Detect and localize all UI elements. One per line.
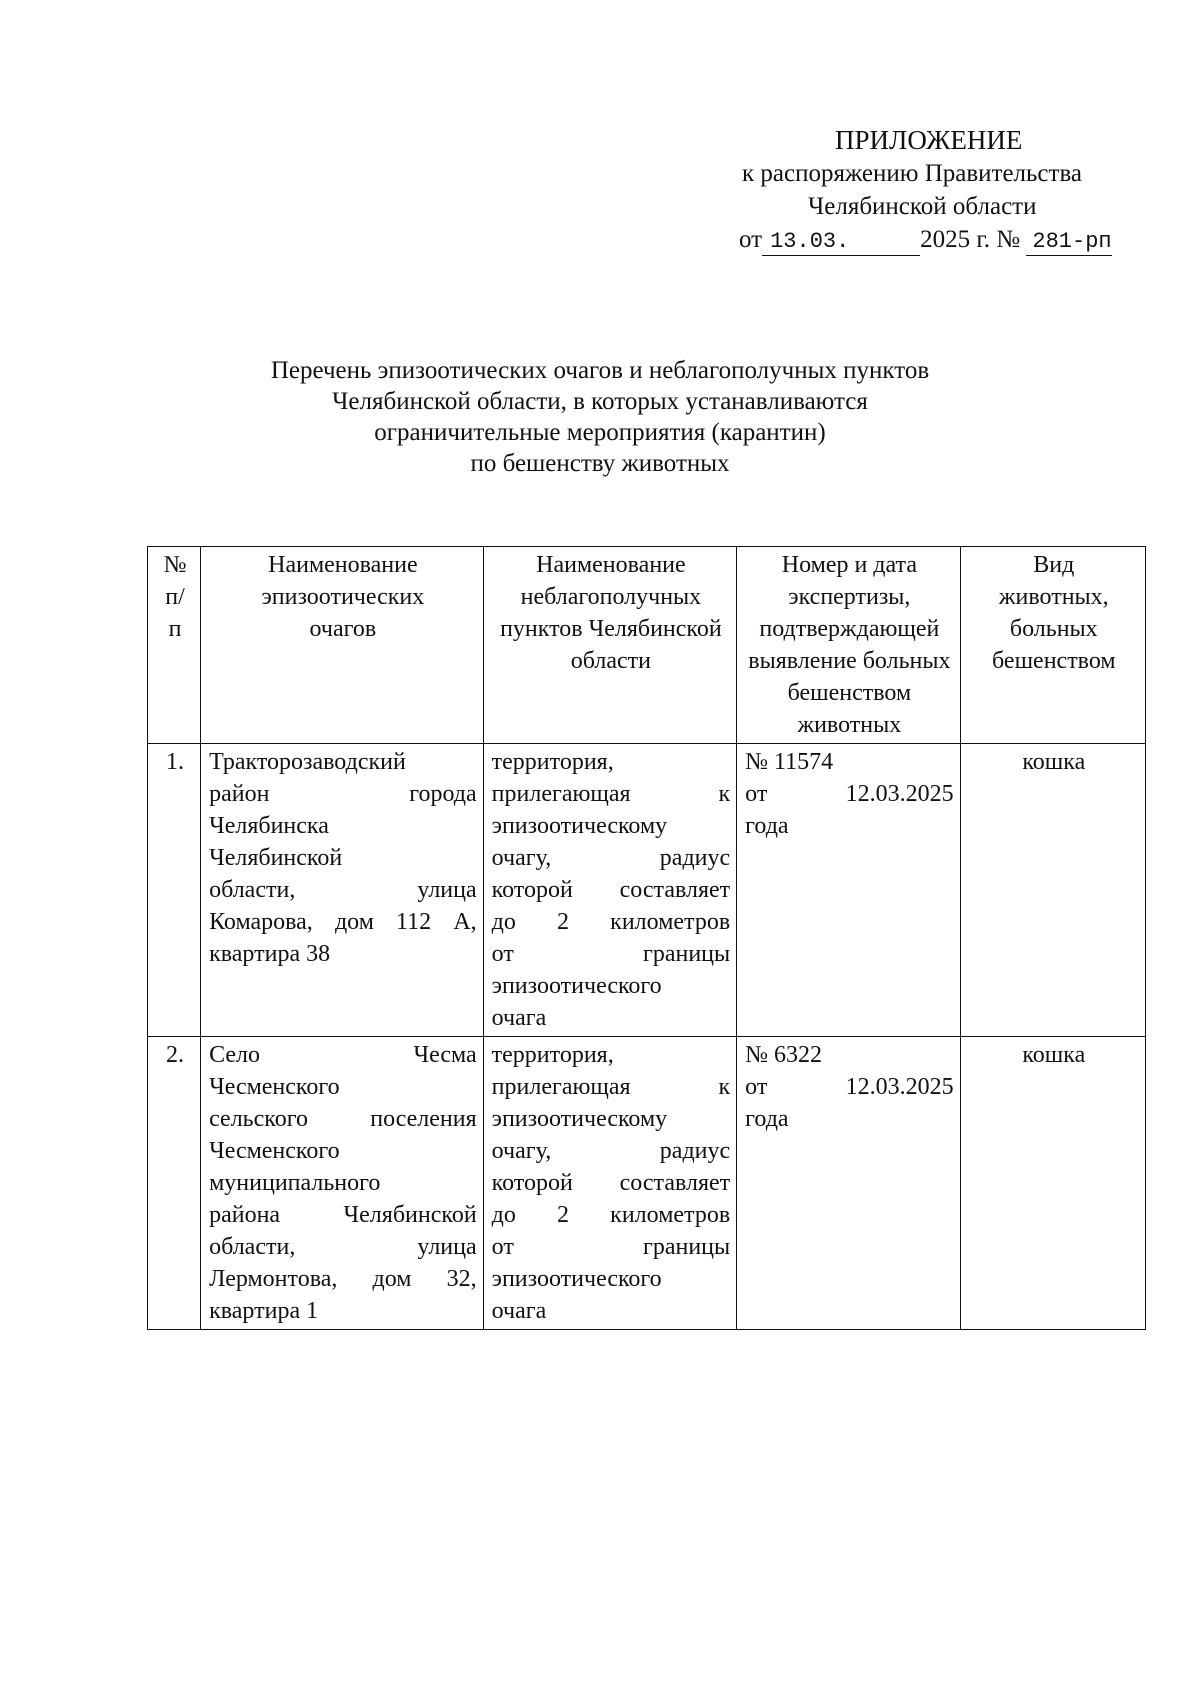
point-cell-line: очагу, радиус	[491, 1138, 731, 1164]
appendix-title: ПРИЛОЖЕНИЕ	[835, 125, 1023, 155]
expertise-year: года	[745, 1106, 789, 1132]
appendix-year: 2025 г. №	[920, 226, 1021, 253]
focus-cell-line: Село Чесма	[209, 1042, 477, 1068]
header-animals	[960, 547, 1145, 744]
point-cell-line: которой составляет	[491, 1170, 731, 1196]
focus-cell-line: Чесменского	[209, 1074, 340, 1100]
header-number	[148, 547, 201, 744]
point-cell-line: которой составляет	[491, 877, 731, 903]
table-row	[148, 744, 1146, 1037]
point-cell-line: эпизоотическому	[491, 813, 668, 839]
appendix-line3: Челябинской области	[808, 193, 1037, 220]
point-cell-line: территория,	[491, 1042, 614, 1068]
expertise-from: от	[745, 1074, 768, 1100]
expertise-date-line	[745, 1071, 953, 1103]
focus-cell-line: сельского поселения	[209, 1106, 477, 1132]
focus-cell	[201, 1037, 484, 1330]
appendix-from: от	[739, 226, 763, 253]
animal-cell: кошка	[960, 744, 1145, 1037]
point-cell-line: очага	[491, 1005, 547, 1031]
focus-cell-line: Челябинска	[209, 813, 329, 839]
appendix-header	[720, 124, 1120, 256]
quarantine-table	[147, 546, 1146, 1330]
point-cell-line: очагу, радиус	[491, 845, 731, 871]
focus-cell-line: района Челябинской	[209, 1202, 477, 1228]
expertise-year: года	[745, 813, 789, 839]
header-foci-text: Наименование эпизоотических очагов	[261, 552, 425, 642]
appendix-date-number	[720, 223, 1120, 256]
point-cell-line: эпизоотического	[491, 973, 662, 999]
point-cell	[483, 744, 737, 1037]
appendix-date: 13.03.	[762, 229, 920, 256]
header-expertise	[737, 547, 960, 744]
focus-cell-line: Тракторозаводский	[209, 749, 406, 775]
point-cell-line: территория,	[491, 749, 614, 775]
title-line-3: ограничительные мероприятия (карантин)	[374, 419, 826, 446]
header-number-line2: п/	[165, 584, 185, 610]
document-title	[230, 355, 970, 479]
header-points-text: Наименование неблагополучных пунктов Челябинской области	[500, 552, 722, 674]
header-number-line3: п	[168, 616, 182, 642]
focus-cell-line: области, улица	[209, 1234, 477, 1260]
point-cell-line: эпизоотического	[491, 1266, 662, 1292]
header-number-line1: №	[163, 552, 187, 578]
expertise-number: № 11574	[745, 749, 834, 775]
header-foci	[201, 547, 484, 744]
expertise-date: 12.03.2025	[845, 1074, 954, 1100]
focus-cell-line: Чесменского	[209, 1138, 340, 1164]
focus-cell-line: Лермонтова, дом 32,	[209, 1266, 477, 1292]
header-points	[483, 547, 737, 744]
header-expertise-text: Номер и дата экспертизы, подтверждающей выявление больных бешенством животных	[748, 552, 951, 738]
expertise-number: № 6322	[745, 1042, 823, 1068]
focus-cell-line: квартира 38	[209, 941, 331, 967]
point-cell-line: до 2 километров	[491, 909, 731, 935]
point-cell-line: от границы	[491, 941, 731, 967]
focus-cell-line: Челябинской	[209, 845, 343, 871]
point-cell-line: до 2 километров	[491, 1202, 731, 1228]
focus-cell-line: муниципального	[209, 1170, 381, 1196]
appendix-number: 281-рп	[1026, 229, 1112, 256]
expertise-cell	[737, 744, 960, 1037]
point-cell	[483, 1037, 737, 1330]
point-cell-line: эпизоотическому	[491, 1106, 668, 1132]
expertise-cell	[737, 1037, 960, 1330]
point-cell-line: прилегающая к	[491, 1074, 731, 1100]
animal-cell: кошка	[960, 1037, 1145, 1330]
title-line-4: по бешенству животных	[470, 450, 730, 477]
title-line-1: Перечень эпизоотических очагов и неблагополучных пунктов	[270, 357, 930, 384]
header-animals-text: Вид животных, больных бешенством	[992, 552, 1116, 674]
row-number: 1.	[148, 744, 201, 1037]
table-row	[148, 1037, 1146, 1330]
table-header-row	[148, 547, 1146, 744]
row-number: 2.	[148, 1037, 201, 1330]
focus-cell-line: квартира 1	[209, 1298, 319, 1324]
focus-cell-line: район города	[209, 781, 477, 807]
title-line-2: Челябинской области, в которых устанавливаются	[332, 388, 868, 415]
appendix-line2: к распоряжению Правительства	[742, 160, 1083, 187]
focus-cell-line: области, улица	[209, 877, 477, 903]
point-cell-line: прилегающая к	[491, 781, 731, 807]
focus-cell-line: Комарова, дом 112 А,	[209, 909, 477, 935]
point-cell-line: очага	[491, 1298, 547, 1324]
focus-cell	[201, 744, 484, 1037]
point-cell-line: от границы	[491, 1234, 731, 1260]
expertise-date: 12.03.2025	[845, 781, 954, 807]
expertise-date-line	[745, 778, 953, 810]
expertise-from: от	[745, 781, 768, 807]
